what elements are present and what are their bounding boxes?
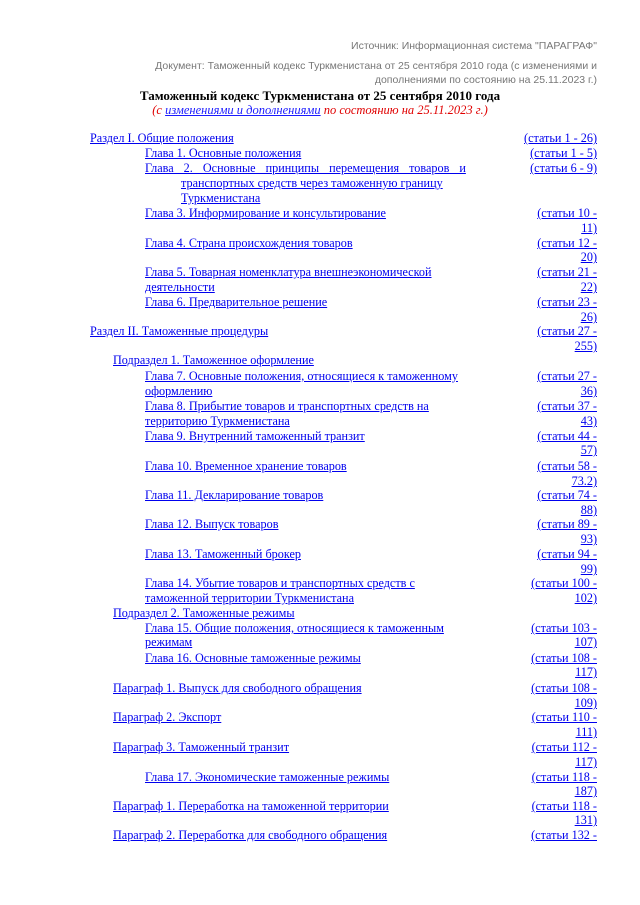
toc-chapter-1[interactable]: Глава 1. Основные положения — [145, 146, 302, 160]
toc-articles[interactable]: (статьи 100 - — [531, 576, 597, 590]
toc-paragraph-2[interactable]: Параграф 2. Экспорт — [113, 710, 222, 724]
toc-articles[interactable]: (статьи 21 - — [537, 265, 597, 279]
toc-articles-end[interactable]: 117) — [575, 755, 597, 769]
toc-subsection-2[interactable]: Подраздел 2. Таможенные режимы — [113, 606, 295, 620]
toc-section-1[interactable]: Раздел I. Общие положения — [90, 131, 234, 145]
toc-articles[interactable]: (статьи 44 - — [537, 429, 597, 443]
toc-articles-end[interactable]: 20) — [580, 250, 597, 264]
toc-chapter-15-line-2[interactable]: режимам — [145, 635, 193, 649]
toc-chapter-13[interactable]: Глава 13. Таможенный брокер — [145, 547, 301, 561]
toc-subsection-1[interactable]: Подраздел 1. Таможенное оформление — [113, 353, 314, 367]
toc-articles-end[interactable]: 187) — [574, 784, 597, 798]
toc-chapter-7[interactable]: Глава 7. Основные положения, относящиеся к таможенному — [145, 369, 458, 383]
toc-chapter-16[interactable]: Глава 16. Основные таможенные режимы — [145, 651, 361, 665]
toc-chapter-8-line-2[interactable]: территорию Туркменистана — [145, 414, 290, 428]
toc-articles[interactable]: (статьи 27 - — [537, 369, 597, 383]
toc-chapter-5-line-2[interactable]: деятельности — [145, 280, 215, 294]
toc-articles-end[interactable]: 109) — [574, 696, 597, 710]
toc-chapter-9[interactable]: Глава 9. Внутренний таможенный транзит — [145, 429, 365, 443]
toc-paragraph-1[interactable]: Параграф 1. Переработка на таможенной территории — [113, 799, 389, 813]
toc-chapter-7-line-2[interactable]: оформлению — [145, 384, 213, 398]
toc-articles-end[interactable]: 26) — [580, 310, 597, 324]
toc-articles[interactable]: (статьи 6 - 9) — [530, 161, 597, 175]
toc-chapter-17[interactable]: Глава 17. Экономические таможенные режимы — [145, 770, 390, 784]
toc-paragraph-3[interactable]: Параграф 3. Таможенный транзит — [113, 740, 290, 754]
toc-chapter-2-line-1: Глава 2. Основные принципы перемещения товаров и — [145, 161, 466, 175]
toc-articles-end[interactable]: 111) — [575, 725, 597, 739]
toc-chapter-4[interactable]: Глава 4. Страна происхождения товаров — [145, 236, 353, 250]
page-subtitle — [0, 103, 640, 118]
subtitle-open: (с — [152, 103, 166, 117]
toc-articles-end[interactable]: 73.2) — [571, 474, 597, 488]
toc-paragraph-1[interactable]: Параграф 1. Выпуск для свободного обращения — [113, 681, 362, 695]
toc-chapter-10[interactable]: Глава 10. Временное хранение товаров — [145, 459, 347, 473]
toc-articles-end[interactable]: 107) — [574, 635, 597, 649]
toc-articles[interactable]: (статьи 58 - — [537, 459, 597, 473]
toc-articles-end[interactable]: 57) — [580, 443, 597, 457]
toc-articles[interactable]: (статьи 132 - — [531, 828, 597, 842]
toc-articles[interactable]: (статьи 74 - — [537, 488, 597, 502]
toc-chapter-15[interactable]: Глава 15. Общие положения, относящиеся к таможенным — [145, 621, 444, 635]
toc-chapter-2[interactable] — [145, 161, 502, 175]
amendments-link[interactable]: изменениями и дополнениями — [165, 103, 321, 117]
toc-articles[interactable]: (статьи 27 - — [537, 324, 597, 338]
toc-chapter-14-line-2[interactable]: таможенной территории Туркменистана — [145, 591, 354, 605]
toc-articles-end[interactable]: 93) — [580, 532, 597, 546]
toc-articles-end[interactable]: 22) — [580, 280, 597, 294]
toc-chapter-2-line-3[interactable]: Туркменистана — [181, 191, 261, 205]
toc-articles[interactable]: (статьи 23 - — [537, 295, 597, 309]
toc-articles-end[interactable]: 99) — [580, 562, 597, 576]
toc-section-2[interactable]: Раздел II. Таможенные процедуры — [90, 324, 269, 338]
toc-articles[interactable]: (статьи 108 - — [531, 651, 597, 665]
page-title: Таможенный кодекс Туркменистана от 25 сентября 2010 года — [139, 88, 501, 103]
toc-articles-end[interactable]: 36) — [580, 384, 597, 398]
toc-articles-end[interactable]: 131) — [574, 813, 597, 827]
toc-paragraph-2[interactable]: Параграф 2. Переработка для свободного обращения — [113, 828, 388, 842]
toc-articles[interactable]: (статьи 112 - — [531, 740, 597, 754]
document-line-1: Документ: Таможенный кодекс Туркменистана от 25 сентября 2010 года (с изменениями и — [155, 60, 597, 72]
toc-articles[interactable]: (статьи 10 - — [537, 206, 597, 220]
toc-articles[interactable]: (статьи 118 - — [531, 799, 597, 813]
toc-chapter-2-line-2[interactable]: транспортных средств через таможенную границу — [181, 176, 443, 190]
toc-chapter-14[interactable]: Глава 14. Убытие товаров и транспортных средств с — [145, 576, 415, 590]
toc-articles-end[interactable]: 102) — [574, 591, 597, 605]
toc-articles[interactable]: (статьи 118 - — [531, 770, 597, 784]
toc-articles[interactable]: (статьи 94 - — [537, 547, 597, 561]
source-line: Источник: Информационная система "ПАРАГРАФ" — [351, 40, 597, 52]
toc-articles[interactable]: (статьи 108 - — [531, 681, 597, 695]
toc-articles-end[interactable]: 117) — [575, 665, 597, 679]
toc-chapter-8[interactable]: Глава 8. Прибытие товаров и транспортных средств на — [145, 399, 429, 413]
toc-articles-end[interactable]: 43) — [580, 414, 597, 428]
toc-chapter-12[interactable]: Глава 12. Выпуск товаров — [145, 517, 279, 531]
toc-articles[interactable]: (статьи 103 - — [531, 621, 597, 635]
toc-chapter-5[interactable]: Глава 5. Товарная номенклатура внешнеэкономической — [145, 265, 432, 279]
toc-articles-end[interactable]: 88) — [580, 503, 597, 517]
toc-articles[interactable]: (статьи 1 - 26) — [524, 131, 597, 145]
toc-articles[interactable]: (статьи 12 - — [537, 236, 597, 250]
toc-chapter-6[interactable]: Глава 6. Предварительное решение — [145, 295, 328, 309]
document-line-2: дополнениями по состоянию на 25.11.2023 г.) — [374, 74, 597, 86]
toc-articles-end[interactable]: 255) — [574, 339, 597, 353]
subtitle-rest: по состоянию на 25.11.2023 г.) — [320, 103, 488, 117]
toc-articles[interactable]: (статьи 89 - — [537, 517, 597, 531]
toc-chapter-11[interactable]: Глава 11. Декларирование товаров — [145, 488, 324, 502]
toc-articles[interactable]: (статьи 37 - — [537, 399, 597, 413]
toc-chapter-3[interactable]: Глава 3. Информирование и консультирование — [145, 206, 386, 220]
toc-articles-end[interactable]: 11) — [581, 221, 597, 235]
toc-articles[interactable]: (статьи 110 - — [531, 710, 597, 724]
toc-articles[interactable]: (статьи 1 - 5) — [530, 146, 597, 160]
